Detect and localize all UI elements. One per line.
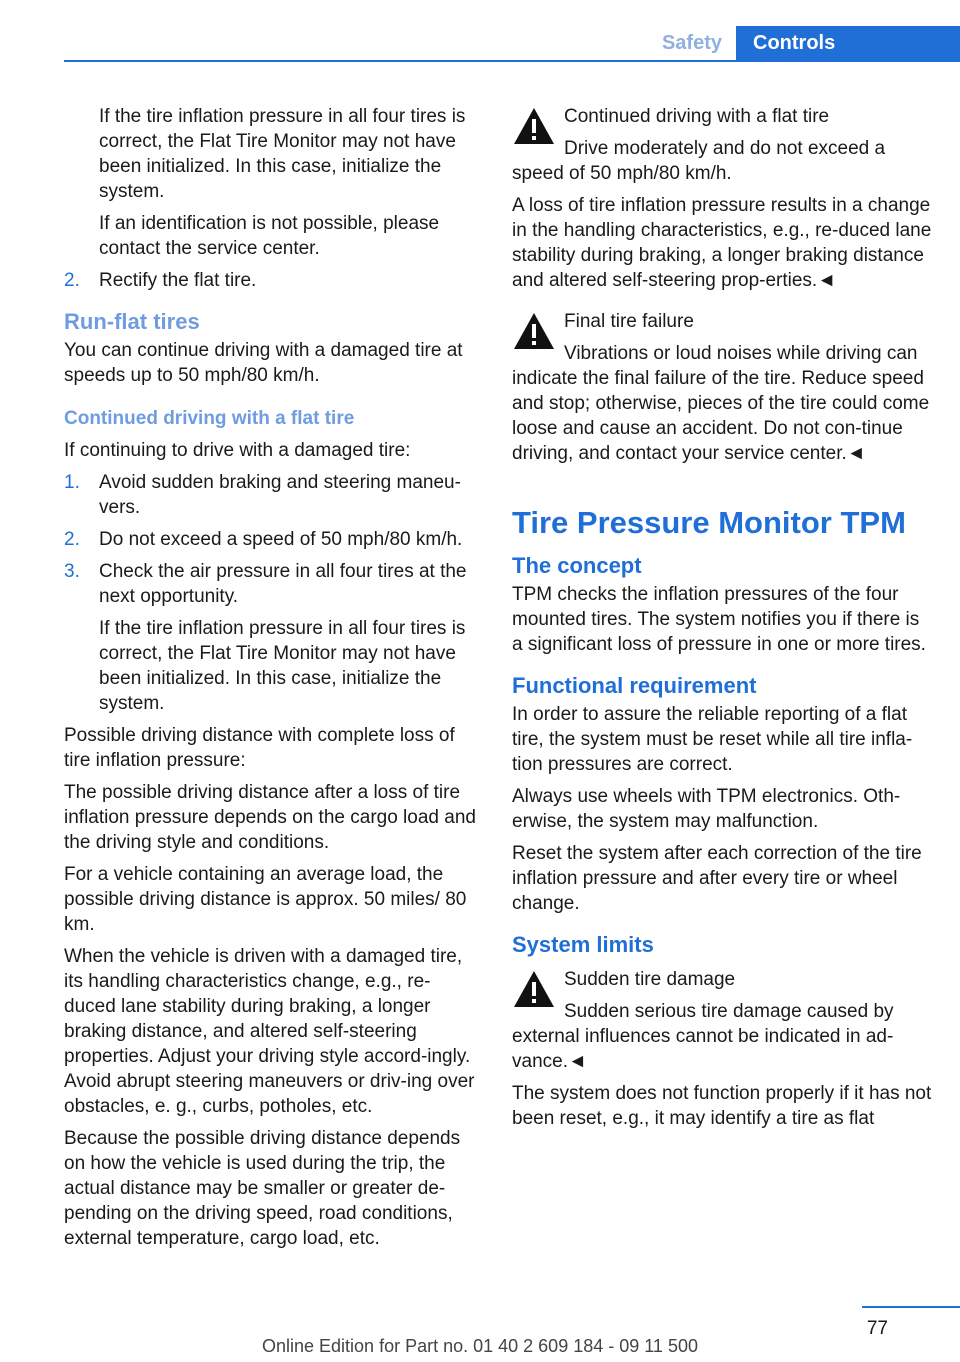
functional-requirement-heading: Functional requirement xyxy=(512,673,757,698)
list-item xyxy=(64,268,482,293)
tab-safety[interactable]: Safety xyxy=(661,32,722,54)
functional-paragraph-2: Always use wheels with TPM electronics. Oth-erwise, the system may malfunction. xyxy=(512,786,901,832)
average-load: For a vehicle containing an average load, the possible driving distance is approx. 50 miles/ 80 km. xyxy=(64,864,467,935)
warning-block xyxy=(512,309,932,466)
step3-note: If the tire inflation pressure in all four tires is correct, the Flat Tire Monitor may not have been initialized. In this case, initialize the system. xyxy=(99,618,466,714)
list-number: 2. xyxy=(64,529,80,550)
functional-paragraph-3: Reset the system after each correction of the tire inflation pressure and after every tire or wheel change. xyxy=(512,843,922,914)
list-number: 3. xyxy=(64,561,80,582)
list-number: 2. xyxy=(64,270,80,291)
list-item xyxy=(64,559,482,609)
warning-text: Drive moderately and do not exceed a speed of 50 mph/80 km/h. xyxy=(512,138,886,184)
warning-triangle-icon xyxy=(512,311,556,351)
intro-paragraph-2: If an identification is not possible, please contact the service center. xyxy=(99,213,440,259)
warning-title: Continued driving with a flat tire xyxy=(564,106,830,127)
warning-block xyxy=(512,967,932,1074)
warning-triangle-icon xyxy=(512,106,556,146)
runflat-text: You can continue driving with a damaged tire at speeds up to 50 mph/80 km/h. xyxy=(64,340,463,386)
list-item xyxy=(64,470,482,520)
list-text: Avoid sudden braking and steering maneu-vers. xyxy=(99,472,461,518)
system-limits-paragraph: The system does not function properly if it has not been reset, e.g., it may identify a tire as flat xyxy=(512,1083,932,1129)
handling-paragraph: When the vehicle is driven with a damaged tire, its handling characteristics change, e.g., re-duced lane stability during braking, a longer braking distance, and altered self-steering properties. Adjust your driving style accord-ingly. Avoid abrupt steering maneuvers or driv-ing over obstacles, e. g., curbs, potholes, etc. xyxy=(64,946,475,1117)
list-item xyxy=(64,527,482,552)
list-text: Check the air pressure in all four tires at the next opportunity. xyxy=(99,561,467,607)
runflat-heading: Run-flat tires xyxy=(64,309,200,334)
left-column xyxy=(64,104,482,1258)
continued-driving-intro: If continuing to drive with a damaged tire: xyxy=(64,440,411,461)
page-number: 77 xyxy=(866,1318,888,1339)
intro-paragraph-1: If the tire inflation pressure in all four tires is correct, the Flat Tire Monitor may not have been initialized. In this case, initialize the system. xyxy=(99,106,466,202)
tpm-heading: Tire Pressure Monitor TPM xyxy=(512,505,906,540)
warning-text: Vibrations or loud noises while driving can indicate the final failure of the tire. Reduce speed and stop; otherwise, pieces of the tire could come loose and cause an accident. Do not con-tinue driving, and contact your service center.◄ xyxy=(512,343,930,464)
list-text: Rectify the flat tire. xyxy=(99,270,257,291)
list-text: Do not exceed a speed of 50 mph/80 km/h. xyxy=(99,529,463,550)
footer-rule xyxy=(862,1306,960,1308)
warning-followup: A loss of tire inflation pressure results in a change in the handling characteristics, e.g., re-duced lane stability during braking, a longer braking distance and altered self-steering prop-erties.◄ xyxy=(512,195,932,291)
distance-depends: The possible driving distance after a loss of tire inflation pressure depends on the cargo load and the driving style and conditions. xyxy=(64,782,476,853)
tab-controls[interactable]: Controls xyxy=(736,26,960,61)
footer-edition: Online Edition for Part no. 01 40 2 609 184 - 09 11 500 xyxy=(262,1336,698,1356)
concept-text: TPM checks the inflation pressures of the four mounted tires. The system notifies you if there is a significant loss of pressure in one or more tires. xyxy=(512,584,926,655)
right-column xyxy=(512,104,932,1138)
warning-title: Sudden tire damage xyxy=(564,969,736,990)
list-number: 1. xyxy=(64,472,80,493)
warning-block xyxy=(512,104,932,186)
warning-title: Final tire failure xyxy=(564,311,694,332)
functional-paragraph-1: In order to assure the reliable reporting of a flat tire, the system must be reset while all tire infla-tion pressures are correct. xyxy=(512,704,913,775)
concept-heading: The concept xyxy=(512,553,642,578)
warning-triangle-icon xyxy=(512,969,556,1009)
warning-text: Sudden serious tire damage caused by external influences cannot be indicated in ad-vance.◄ xyxy=(512,1001,894,1072)
because-paragraph: Because the possible driving distance depends on how the vehicle is used during the trip, the actual distance may be smaller or greater de-pending on the driving speed, road conditions, external temperature, cargo load, etc. xyxy=(64,1128,461,1249)
distance-intro: Possible driving distance with complete loss of tire inflation pressure: xyxy=(64,725,455,771)
system-limits-heading: System limits xyxy=(512,932,654,957)
continued-driving-heading: Continued driving with a flat tire xyxy=(64,408,355,429)
